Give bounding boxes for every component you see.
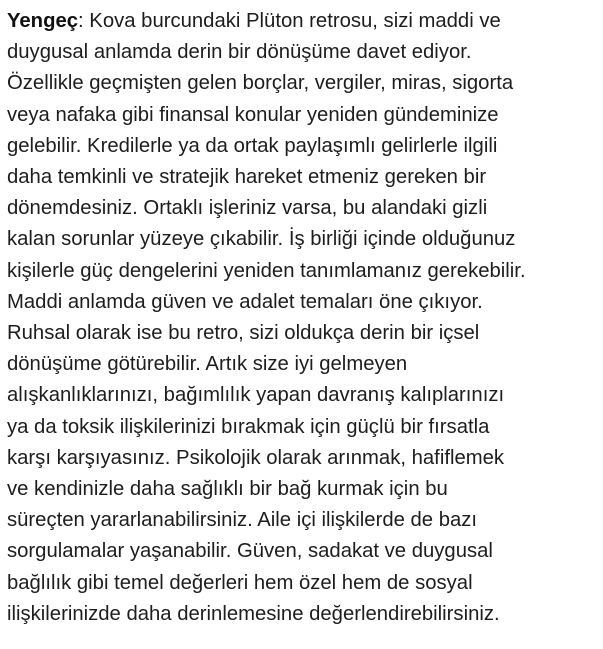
paragraph-line: kalan sorunlar yüzeye çıkabilir. İş birliği içinde olduğunuz <box>7 228 516 251</box>
paragraph-line: kişilerle güç dengelerini yeniden tanımlamanız gerekebilir. <box>7 259 526 282</box>
paragraph-line: ya da toksik ilişkilerinizi bırakmak için güçlü bir fırsatla <box>7 415 490 438</box>
paragraph-line: süreçten yararlanabilirsiniz. Aile içi ilişkilerde de bazı <box>7 509 478 532</box>
paragraph-line: duygusal anlamda derin bir dönüşüme davet ediyor. <box>7 41 472 64</box>
paragraph-line: Ruhsal olarak ise bu retro, sizi oldukça derin bir içsel <box>7 322 480 345</box>
paragraph-line: Maddi anlamda güven ve adalet temaları öne çıkıyor. <box>7 290 483 313</box>
horoscope-paragraph <box>7 6 601 630</box>
paragraph-line: ve kendinizle daha sağlıklı bir bağ kurmak için bu <box>7 478 448 501</box>
paragraph-line: bağlılık gibi temel değerleri hem özel hem de sosyal <box>7 571 473 594</box>
paragraph-line: dönüşüme götürebilir. Artık size iyi gelmeyen <box>7 353 408 376</box>
paragraph-line <box>7 6 601 37</box>
paragraph-line-text: : Kova burcundaki Plüton retrosu, sizi maddi ve <box>78 10 501 32</box>
paragraph-line: daha temkinli ve stratejik hareket etmeniz gereken bir <box>7 166 487 189</box>
sign-label: Yengeç <box>7 10 79 32</box>
paragraph-line: karşı karşıyasınız. Psikolojik olarak arınmak, hafiflemek <box>7 446 505 469</box>
paragraph-line: Özellikle geçmişten gelen borçlar, vergiler, miras, sigorta <box>7 72 514 95</box>
paragraph-line: veya nafaka gibi finansal konular yeniden gündeminize <box>7 103 499 126</box>
paragraph-line: gelebilir. Kredilerle ya da ortak paylaşımlı gelirlerle ilgili <box>7 134 498 157</box>
paragraph-line: ilişkilerinizde daha derinlemesine değerlendirebilirsiniz. <box>7 602 500 625</box>
paragraph-line: dönemdesiniz. Ortaklı işleriniz varsa, bu alandaki gizli <box>7 197 488 220</box>
paragraph-line: alışkanlıklarınızı, bağımlılık yapan davranış kalıplarınızı <box>7 384 505 407</box>
paragraph-line: sorgulamalar yaşanabilir. Güven, sadakat ve duygusal <box>7 540 493 563</box>
